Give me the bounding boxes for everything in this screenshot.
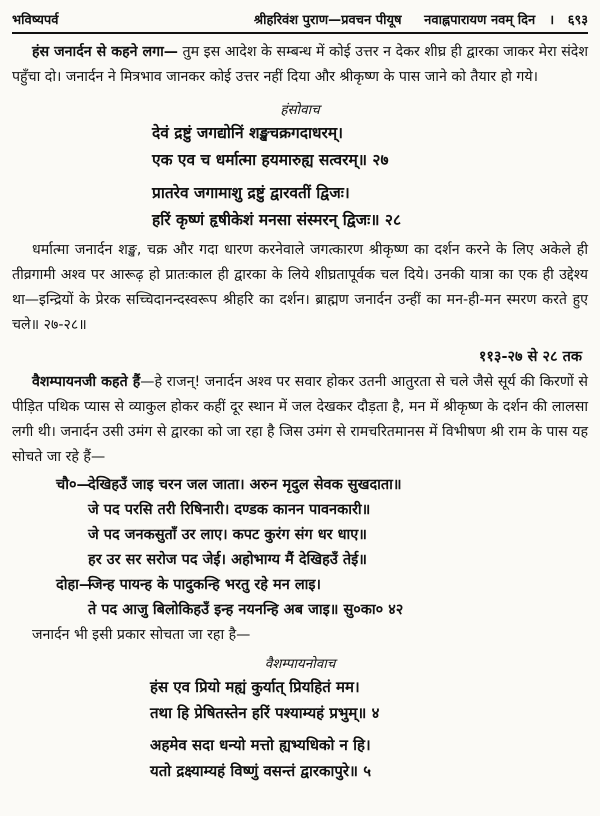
paragraph-3: [12, 370, 588, 470]
poem-line: [12, 573, 588, 598]
poem-line: [12, 498, 588, 523]
sanskrit-verse: अहमेव सदा धन्यो मत्तो ह्यभ्यधिको न हि।: [150, 736, 371, 754]
paragraph-4: जनार्दन भी इसी प्रकार सोचता जा रहा है—: [32, 627, 251, 643]
doha-line: जिन्ह पायन्ह के पादुकन्हि भरतु रहे मन लाइ।: [88, 577, 322, 593]
poem-line: [12, 548, 588, 573]
chaupai-block: [12, 473, 588, 623]
paragraph-2: धर्मात्मा जनार्दन शङ्ख, चक्र और गदा धारण करनेवाले जगत्कारण श्रीकृष्ण का दर्शन करने के लिए अकेले ही तीव्रगामी अश्व पर आरूढ़ हो प्रातःकाल ही द्वारका के लिये शीघ्रतापूर्वक चल दिये। उनकी यात्रा का एक ही उद्देश्य था—इन्द्रियों के प्रेरक सच्चिदानन्दस्वरूप श्रीहरि का दर्शन। ब्राह्मण जनार्दन उन्हीं का मन-ही-मन स्मरण करते हुए चले॥ २७-२८॥: [12, 242, 588, 333]
sanskrit-verse: हंस एव प्रियो मह्यं कुर्यात् प्रियहितं मम।: [150, 678, 360, 696]
paragraph-3-lead: वैशम्पायनजी कहते हैं: [32, 374, 141, 390]
header-page-number-group: [549, 10, 588, 28]
chaupai-line: जे पद परसि तरी रिषिनारी। दण्डक कानन पावनकारी॥: [88, 502, 371, 518]
header-section-title: भविष्यपर्व: [12, 13, 59, 28]
poem-line: [12, 523, 588, 548]
sanskrit-verse: तथा हि प्रेषितस्तेन हरिं पश्याम्यहं प्रभुम्॥ ४: [150, 704, 380, 722]
header-parayan-day: नवाह्नपारायण नवम् दिन: [424, 13, 536, 28]
page-number: ६९३: [567, 13, 588, 28]
paragraph-1-text: तुम इस आदेश के सम्बन्ध में कोई उत्तर न देकर शीघ्र ही द्वारका जाकर मेरा संदेश पहुँचा दो। जनार्दन ने मित्रभाव जानकर कोई उत्तर नहीं दिया और श्रीकृष्ण के पास जाने को तैयार हो गये।: [12, 44, 588, 85]
paragraph-1: [12, 40, 588, 90]
poem-line: [12, 598, 588, 623]
sanskrit-verse: हरिं कृष्णं हृषीकेशं मनसा संस्मरन् द्विजः॥ २८: [152, 211, 402, 229]
header-separator: ।: [549, 13, 555, 28]
chaupai-line: देखिहउँ जाइ चरन जल जाता। अरुन मृदुल सेवक सुखदाता॥: [88, 477, 402, 493]
header-book-title: [59, 10, 550, 28]
chaupai-line: जे पद जनकसुताँ उर लाए। कपट कुरंग संग धर धाए॥: [88, 527, 367, 543]
chaupai-line: हर उर सर सरोज पद जेई। अहोभाग्य मैं देखिहउँ तेई॥: [88, 552, 367, 568]
speaker-heading-hamsa: हंसोवाच: [280, 102, 320, 118]
sanskrit-verse: एक एव च धर्मात्मा हयमारुह्य सत्वरम्॥ २७: [152, 151, 389, 169]
sanskrit-verse: प्रातरेव जगामाशु द्रष्टुं द्वारवतीं द्विजः।: [152, 184, 350, 202]
paragraph-3-text: —हे राजन्! जनार्दन अश्व पर सवार होकर उतनी आतुरता से चले जैसे सूर्य की किरणों से पीड़ित पथिक प्यास से व्याकुल होकर कहीं दूर स्थान में जल देखकर दौड़ता है, मन में श्रीकृष्ण के दर्शन की लालसा लगी थी। जनार्दन उसी उमंग से द्वारका को जा रहा है जिस उमंग से रामचरितमानस में विभीषण श्री राम के पास यह सोचते जा रहे हैं—: [12, 374, 588, 465]
header-rule: [12, 32, 588, 34]
section-reference: ११३-२७ से २८ तक: [478, 349, 582, 365]
sanskrit-verse: यतो द्रक्ष्याम्यहं विष्णुं वसन्तं द्वारकापुरे॥ ५: [150, 762, 372, 780]
poem-line: [12, 473, 588, 498]
doha-label: दोहा—: [56, 577, 94, 593]
paragraph-1-lead: हंस जनार्दन से कहने लगा—: [32, 44, 178, 60]
speaker-heading-vaishampayan: वैशम्पायनोवाच: [264, 656, 336, 672]
sanskrit-verse: देवं द्रष्टुं जगद्योनिं शङ्खचक्रगदाधरम्।: [152, 124, 344, 142]
doha-line: ते पद आजु बिलोकिहउँ इन्ह नयनन्हि अब जाइ॥ सु०का० ४२: [88, 602, 404, 618]
chaupai-label: चौ०—: [56, 477, 92, 493]
header-book-name: श्रीहरिवंश पुराण—प्रवचन पीयूष: [253, 13, 402, 28]
running-header: [12, 8, 588, 30]
